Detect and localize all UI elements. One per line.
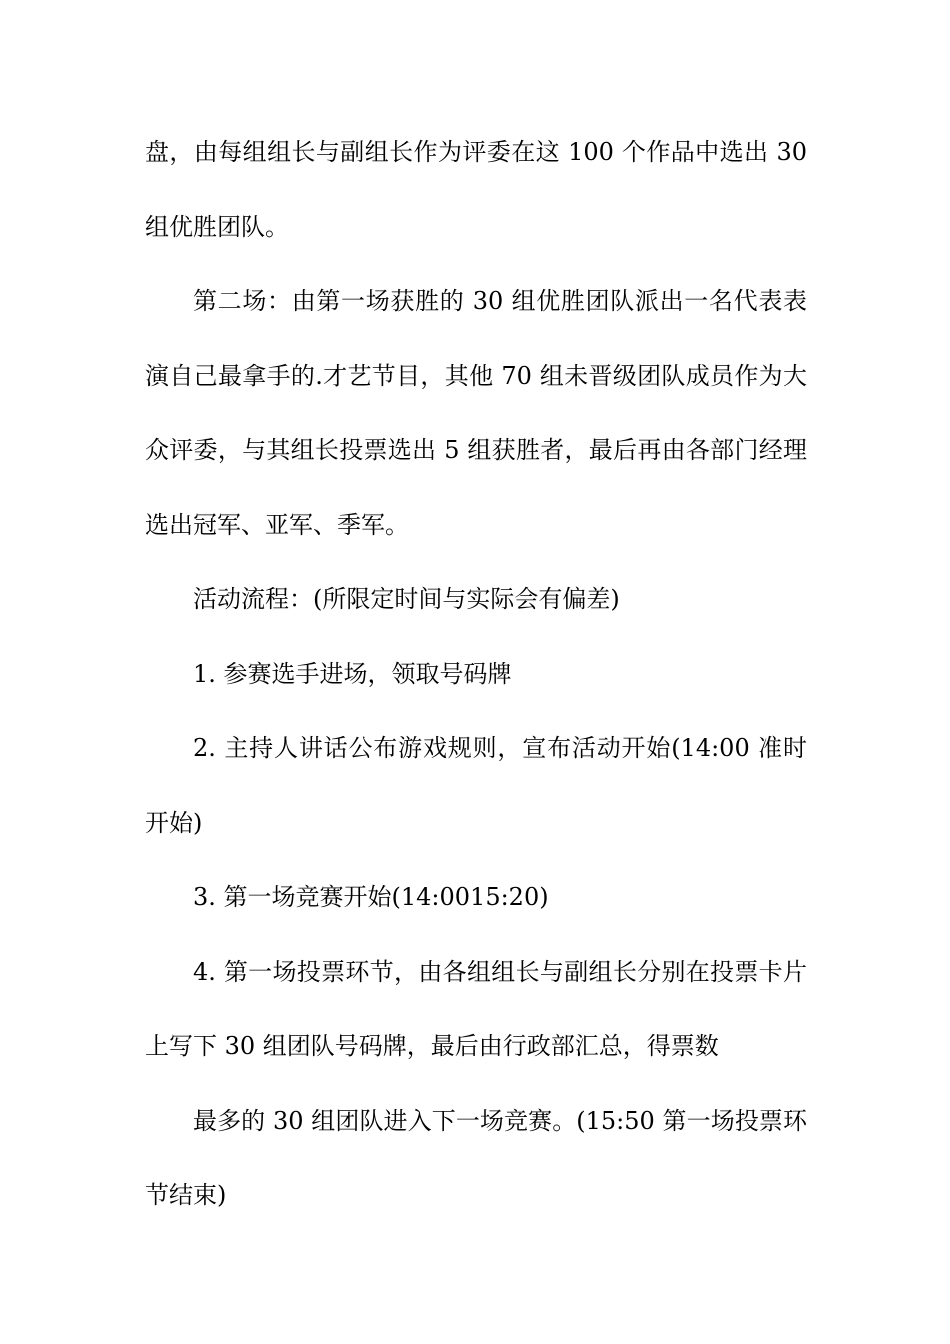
paragraph-1: 盘，由每组组长与副组长作为评委在这 100 个作品中选出 30 组优胜团队。 <box>145 138 807 241</box>
document-page <box>145 115 807 1233</box>
paragraph-3: 活动流程：(所限定时间与实际会有偏差) <box>193 585 620 613</box>
list-item-2: 2. 主持人讲话公布游戏规则，宣布活动开始(14:00 准时开始) <box>145 734 807 837</box>
list-item-3: 3. 第一场竞赛开始(14:0015:20) <box>193 883 549 911</box>
paragraph-continuation: 最多的 30 组团队进入下一场竞赛。(15:50 第一场投票环节结束) <box>145 1106 807 1209</box>
paragraph-2: 第二场：由第一场获胜的 30 组优胜团队派出一名代表表演自己最拿手的.才艺节目，其他 70 组未晋级团队成员作为大众评委，与其组长投票选出 5 组获胜者，最后再由各部门经理选出冠军、亚军、季军。 <box>145 287 807 539</box>
list-item-1: 1. 参赛选手进场，领取号码牌 <box>193 659 512 688</box>
list-item-4: 4. 第一场投票环节，由各组组长与副组长分别在投票卡片上写下 30 组团队号码牌，最后由行政部汇总，得票数 <box>145 957 807 1060</box>
